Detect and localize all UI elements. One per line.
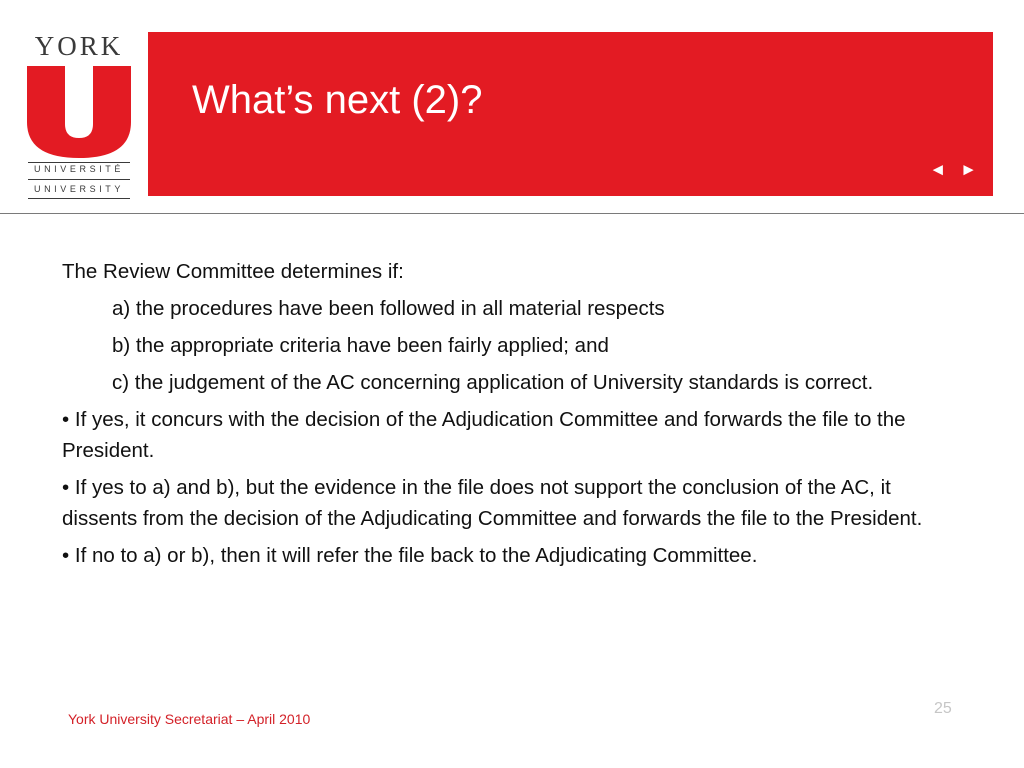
slide-body: [62, 256, 962, 571]
criterion-c: c) the judgement of the AC concerning application of University standards is correct.: [112, 371, 874, 394]
criterion-b: b) the appropriate criteria have been fairly applied; and: [112, 334, 609, 357]
next-slide-button[interactable]: ►: [960, 160, 977, 179]
criterion-a: a) the procedures have been followed in all material respects: [112, 297, 665, 320]
logo-u-shape: [27, 66, 131, 158]
logo-universite-text: UNIVERSITÉ: [33, 164, 124, 174]
footer-text: York University Secretariat – April 2010: [68, 711, 311, 727]
slide-navigation: [929, 160, 977, 180]
logo-divider-top: [28, 162, 130, 163]
header-divider: [0, 213, 1024, 214]
logo-university-text: UNIVERSITY: [33, 184, 124, 194]
intro-text: The Review Committee determines if:: [62, 260, 404, 283]
logo-divider-middle: [28, 179, 130, 180]
page-number: 25: [934, 700, 952, 717]
bullet-item: • If yes, it concurs with the decision of the Adjudication Committee and forwards the file to the President.: [62, 408, 906, 462]
bullet-item: • If yes to a) and b), but the evidence in the file does not support the conclusion of the AC, it dissents from the decision of the Adjudicating Committee and forwards the file to the President.: [62, 476, 923, 530]
title-banner: [148, 32, 993, 196]
bullet-item: • If no to a) or b), then it will refer the file back to the Adjudicating Committee.: [62, 544, 758, 567]
logo-divider-bottom: [28, 198, 130, 199]
previous-slide-button[interactable]: ◄: [929, 160, 947, 179]
slide-title: What’s next (2)?: [192, 78, 483, 122]
york-university-logo: [24, 26, 134, 202]
logo-york-text: YORK: [34, 31, 124, 61]
